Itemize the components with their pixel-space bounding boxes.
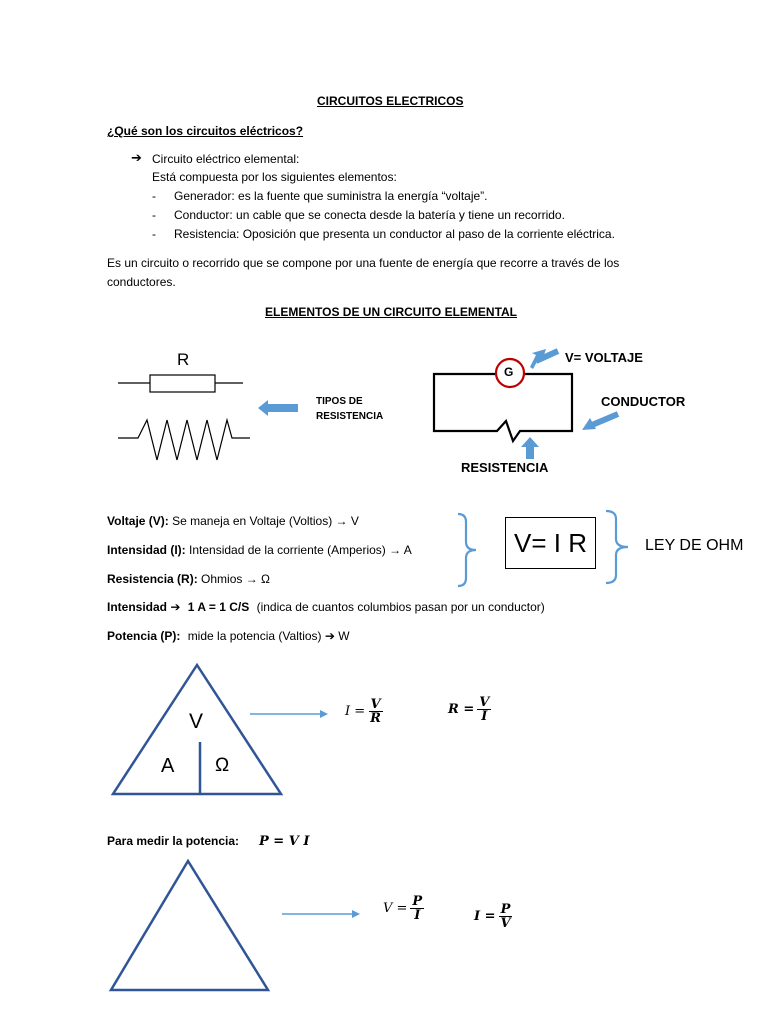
list-item <box>174 208 565 223</box>
fraction <box>410 895 424 922</box>
tipos-label-2: RESISTENCIA <box>316 411 384 422</box>
generator-label: G <box>504 365 514 379</box>
ohm-law-label: LEY DE OHM <box>645 537 744 554</box>
page-title: CIRCUITOS ELECTRICOS <box>317 94 464 108</box>
fraction <box>499 903 513 930</box>
equation-i-v-r <box>345 698 383 725</box>
equation-i-p-v <box>474 903 513 930</box>
elemental-intro: Está compuesta por los siguientes elementos: <box>152 170 397 184</box>
ohm-law-formula: V= I R <box>514 527 587 558</box>
quantity-intensidad <box>107 543 412 558</box>
resistor-box <box>150 375 215 392</box>
list-desc: es la fuente que suministra la energía “voltaje”. <box>238 189 488 203</box>
arrow-right-icon <box>250 707 330 721</box>
denominator: I <box>481 709 488 724</box>
equation-r-v-i <box>448 696 491 723</box>
list-item <box>152 227 156 242</box>
fraction <box>477 696 491 723</box>
equation-lhs: I = <box>474 909 496 924</box>
ohm-law-box <box>505 517 596 569</box>
denominator: R <box>370 711 381 726</box>
arrow-bullet-icon: ➔ <box>131 151 142 166</box>
quantity-term: Voltaje (V): <box>107 514 169 528</box>
list-item <box>174 227 615 242</box>
resistencia-label: RESISTENCIA <box>461 460 549 475</box>
equation-lhs: V = <box>383 901 408 916</box>
potencia-unit: W <box>338 629 350 643</box>
list-term: Generador: <box>174 189 235 203</box>
fraction <box>368 698 383 725</box>
list-item <box>152 189 156 204</box>
list-item <box>152 208 156 223</box>
quantity-desc: Se maneja en Voltaje (Voltios) → V <box>172 514 359 528</box>
definition-line-2: conductores. <box>107 275 176 289</box>
denominator: V <box>500 916 511 931</box>
arrow-voltaje-icon <box>528 347 562 369</box>
list-desc: un cable que se conecta desde la batería y tiene un recorrido. <box>236 208 565 222</box>
quantity-desc: Ohmios → Ω <box>201 572 271 586</box>
intensidad-term: Intensidad <box>107 600 168 614</box>
potencia-term: Potencia (P): <box>107 629 181 643</box>
arrow-conductor-icon <box>582 410 620 432</box>
equation-v-p-i <box>383 895 424 922</box>
numerator: V <box>370 697 381 712</box>
list-term: Conductor: <box>174 208 233 222</box>
quantity-desc: Intensidad de la corriente (Amperios) → A <box>189 543 412 557</box>
potencia-measure-label: Para medir la potencia: <box>107 834 240 848</box>
list-dash: - <box>152 208 156 222</box>
numerator: V <box>479 695 490 710</box>
definition-line-1: Es un circuito o recorrido que se compone por una fuente de energía que recorre a través de los <box>107 256 620 270</box>
voltaje-label: V= VOLTAJE <box>565 350 643 365</box>
resistor-label: R <box>177 350 190 369</box>
quantity-resistencia <box>107 572 270 587</box>
potencia-formula: P = V I <box>259 834 310 849</box>
list-term: Resistencia: <box>174 227 240 241</box>
arrow-left-icon <box>258 398 300 418</box>
quantity-term: Intensidad (I): <box>107 543 186 557</box>
list-dash: - <box>152 227 156 241</box>
equation-lhs: I = <box>345 704 366 719</box>
list-dash: - <box>152 189 156 203</box>
potencia-line <box>107 629 350 644</box>
arrow-right-icon: ➔ <box>170 600 181 614</box>
conductor-label: CONDUCTOR <box>601 394 686 409</box>
intensidad-desc: (indica de cuantos columbios pasan por un conductor) <box>256 600 545 614</box>
quantity-voltaje <box>107 514 359 529</box>
triangle-top-label: V <box>189 710 204 733</box>
triangle-right-label: Ω <box>215 755 230 776</box>
numerator: P <box>412 894 423 909</box>
list-desc: Oposición que presenta un conductor al paso de la corriente eléctrica. <box>242 227 615 241</box>
question-heading: ¿Qué son los circuitos eléctricos? <box>107 124 304 138</box>
intensidad-line <box>107 600 545 615</box>
quantity-term: Resistencia (R): <box>107 572 198 586</box>
right-brace <box>602 509 634 585</box>
section-title: ELEMENTOS DE UN CIRCUITO ELEMENTAL <box>265 305 518 319</box>
denominator: I <box>414 908 421 923</box>
intensidad-value: 1 A = 1 C/S <box>187 600 250 614</box>
power-triangle <box>108 858 273 994</box>
resistor-zigzag <box>118 420 250 460</box>
equation-lhs: R = <box>448 702 475 717</box>
tipos-label-1: TIPOS DE <box>316 396 363 407</box>
triangle-left-label: A <box>161 755 175 777</box>
list-item <box>174 189 488 204</box>
arrow-right-icon: ➔ <box>324 629 335 643</box>
potencia-desc: mide la potencia (Valtios) <box>187 629 322 643</box>
arrow-up-icon <box>520 437 540 459</box>
left-brace <box>452 512 482 588</box>
elemental-heading: Circuito eléctrico elemental: <box>152 152 300 166</box>
numerator: P <box>500 902 511 917</box>
arrow-right-icon <box>282 907 362 921</box>
